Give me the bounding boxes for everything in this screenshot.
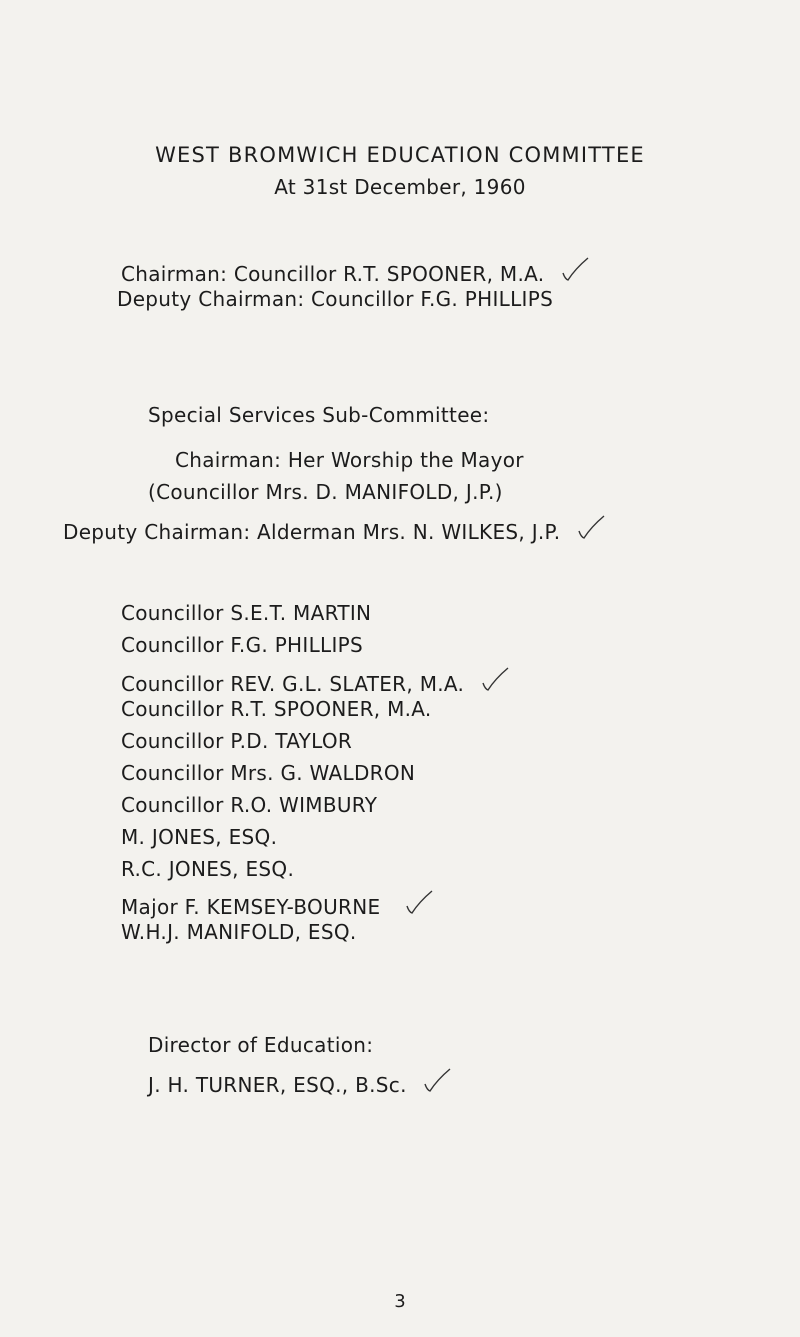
- list-item: M. JONES, ESQ.: [121, 825, 278, 849]
- list-item: Councillor F.G. PHILLIPS: [121, 633, 364, 657]
- list-item: R.C. JONES, ESQ.: [121, 857, 295, 881]
- committee-deputy-chairman: Deputy Chairman: Councillor F.G. PHILLIPS: [117, 287, 554, 311]
- tick-icon: [559, 255, 589, 285]
- list-item: Councillor S.E.T. MARTIN: [121, 601, 372, 625]
- list-item: Councillor P.D. TAYLOR: [121, 729, 353, 753]
- sub-committee-heading: Special Services Sub-Committee:: [148, 403, 490, 427]
- tick-icon: [479, 665, 509, 695]
- list-item-text: Major F. KEMSEY-BOURNE: [121, 895, 381, 919]
- page-number: 3: [394, 1291, 406, 1312]
- list-item: [121, 665, 509, 696]
- tick-icon: [421, 1066, 451, 1096]
- committee-chairman: [121, 255, 589, 286]
- list-item: W.H.J. MANIFOLD, ESQ.: [121, 920, 357, 944]
- list-item: Councillor Mrs. G. WALDRON: [121, 761, 416, 785]
- tick-icon: [575, 513, 605, 543]
- list-item: [121, 888, 433, 919]
- document-date: At 31st December, 1960: [274, 175, 526, 199]
- tick-icon: [403, 888, 433, 918]
- sub-committee-deputy-chairman: [63, 513, 605, 544]
- sub-committee-deputy-chairman-text: Deputy Chairman: Alderman Mrs. N. WILKES, J.P.: [63, 520, 561, 544]
- sub-committee-chairman-name: (Councillor Mrs. D. MANIFOLD, J.P.): [148, 480, 503, 504]
- director-name: [148, 1066, 451, 1097]
- sub-committee-chairman: Chairman: Her Worship the Mayor: [175, 448, 524, 472]
- director-name-text: J. H. TURNER, ESQ., B.Sc.: [148, 1073, 407, 1097]
- document-title: WEST BROMWICH EDUCATION COMMITTEE: [155, 143, 645, 167]
- committee-chairman-text: Chairman: Councillor R.T. SPOONER, M.A.: [121, 262, 545, 286]
- list-item: Councillor R.O. WIMBURY: [121, 793, 378, 817]
- director-label: Director of Education:: [148, 1033, 374, 1057]
- list-item-text: Councillor REV. G.L. SLATER, M.A.: [121, 672, 465, 696]
- list-item: Councillor R.T. SPOONER, M.A.: [121, 697, 432, 721]
